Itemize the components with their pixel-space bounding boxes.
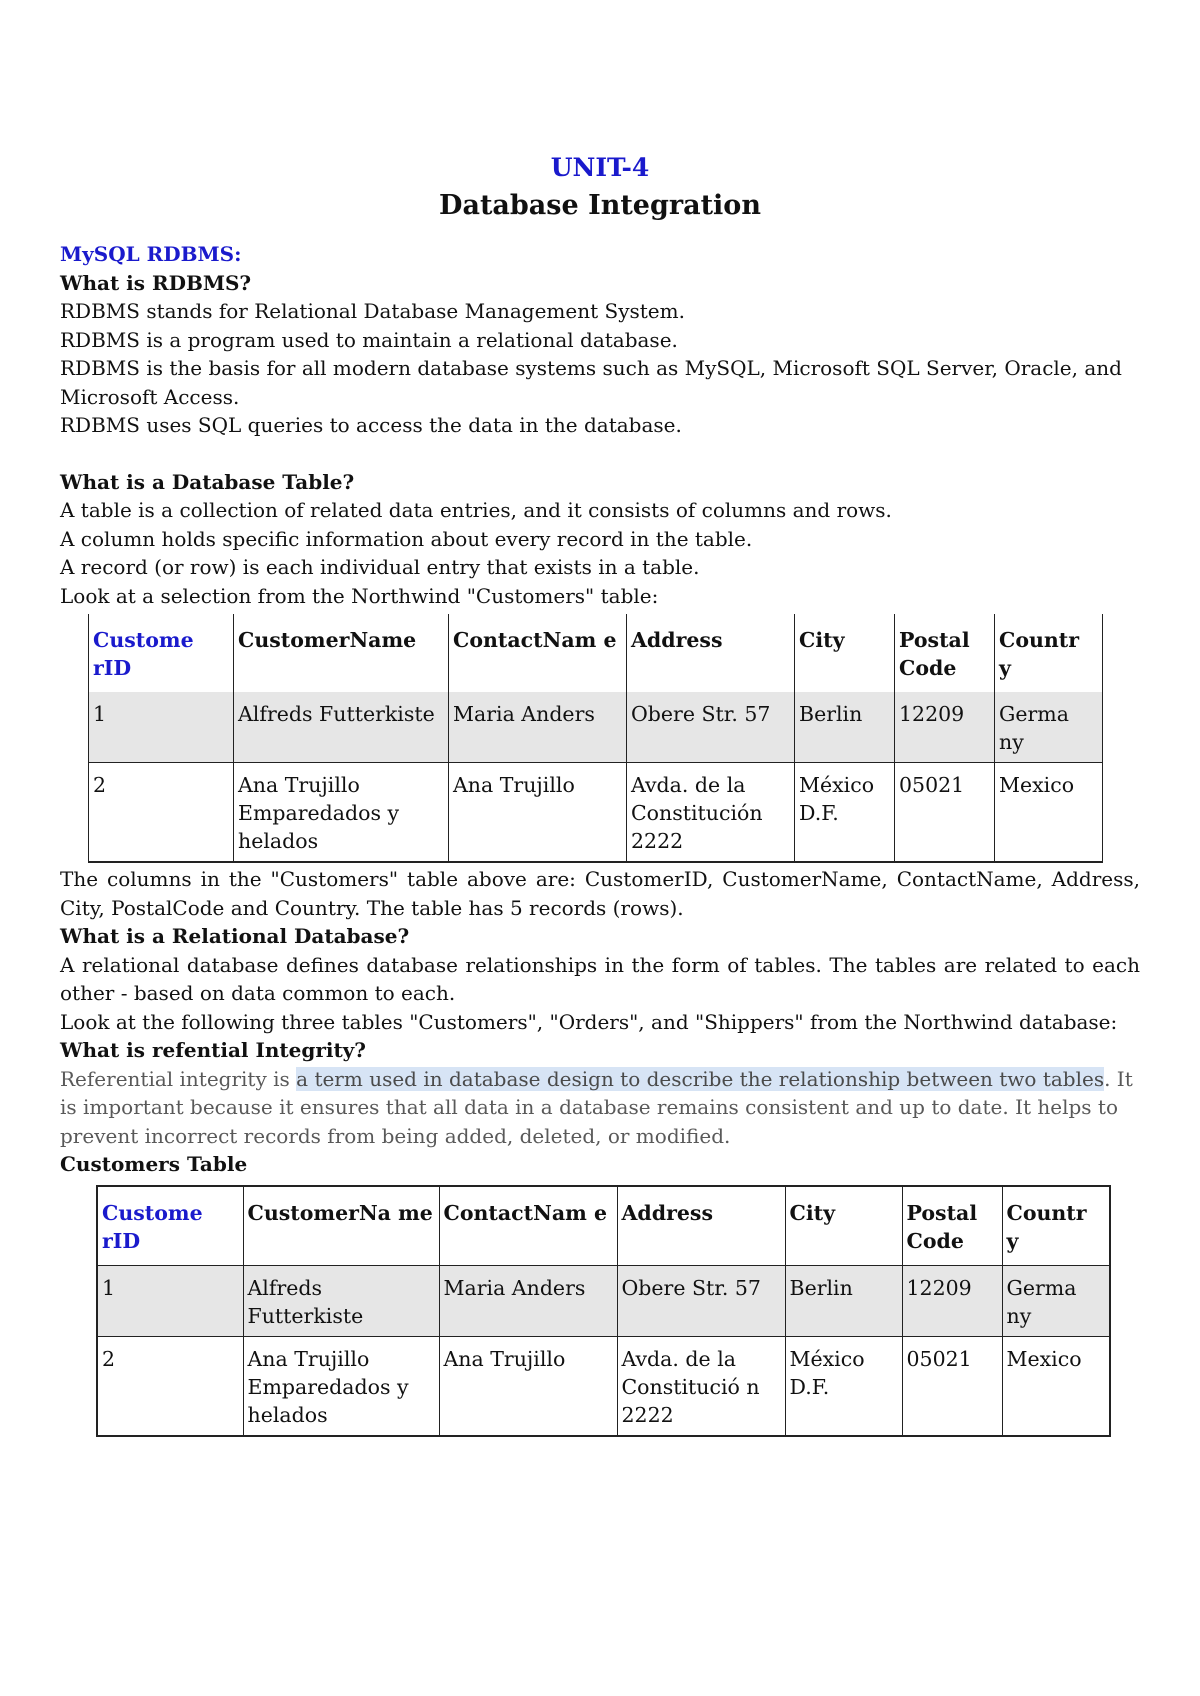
- column-header: Address: [617, 1186, 785, 1266]
- rdbms-line: RDBMS is a program used to maintain a relational database.: [60, 327, 678, 352]
- table-cell: Mexico: [1002, 1336, 1110, 1436]
- table-line: Look at a selection from the Northwind "Customers" table:: [60, 583, 659, 608]
- section-title-mysql: MySQL RDBMS:: [60, 242, 242, 266]
- columns-description: The columns in the "Customers" table above are: CustomerID, CustomerName, ContactName, Address, City, PostalCode and Country. The table has 5 records (rows).: [60, 867, 1140, 920]
- table-cell: Germa ny: [1002, 1265, 1110, 1336]
- column-header: Custome rID: [89, 614, 234, 692]
- table-cell: Avda. de la Constitución 2222: [627, 763, 795, 863]
- table-cell: 2: [89, 763, 234, 863]
- customers-table-1: [88, 614, 1103, 863]
- relational-paragraph: A relational database defines database relationships in the form of tables. The tables are related to each other - based on data common to each.: [60, 952, 1140, 1005]
- column-header: Postal Code: [902, 1186, 1002, 1266]
- column-header: ContactNam e: [439, 1186, 617, 1266]
- table-header-row: [97, 1186, 1110, 1266]
- table-cell: Ana Trujillo: [449, 763, 627, 863]
- customers-table-2: [96, 1185, 1111, 1437]
- page-title: Database Integration: [439, 190, 761, 221]
- question-rdbms: What is RDBMS?: [60, 270, 252, 295]
- table-header-row: [89, 614, 1103, 692]
- table-cell: 12209: [902, 1265, 1002, 1336]
- integrity-highlight: a term used in database design to describe the relationship between two tables: [296, 1066, 1105, 1091]
- table-row: [89, 763, 1103, 863]
- customers-table-title: Customers Table: [60, 1152, 248, 1176]
- table-cell: 1: [97, 1265, 243, 1336]
- column-header: Address: [627, 614, 795, 692]
- column-header: Countr y: [1002, 1186, 1110, 1266]
- table-cell: Ana Trujillo: [439, 1336, 617, 1436]
- integrity-paragraph: [60, 1065, 1140, 1151]
- table-cell: 05021: [902, 1336, 1002, 1436]
- table-cell: Berlin: [795, 692, 895, 763]
- table-cell: Mexico: [995, 763, 1103, 863]
- document-page: [60, 150, 1140, 1437]
- rdbms-line: RDBMS is the basis for all modern database systems such as MySQL, Microsoft SQL Server, Oracle, and Microsoft Access.: [60, 356, 1122, 409]
- integrity-rest: . It is important because it ensures that all data in a database remains consistent and up to date. It helps to prevent incorrect records from being added, deleted, or modified.: [60, 1066, 1133, 1148]
- column-header: CustomerNa me: [243, 1186, 439, 1266]
- table-cell: Alfreds Futterkiste: [243, 1265, 439, 1336]
- table-cell: Berlin: [785, 1265, 902, 1336]
- table-row: [89, 692, 1103, 763]
- table-cell: 1: [89, 692, 234, 763]
- table-cell: 12209: [895, 692, 995, 763]
- table-cell: Ana Trujillo Emparedados y helados: [234, 763, 449, 863]
- column-header: CustomerName: [234, 614, 449, 692]
- table-cell: Ana Trujillo Emparedados y helados: [243, 1336, 439, 1436]
- table-line: A column holds specific information about every record in the table.: [60, 526, 753, 551]
- table-cell: México D.F.: [785, 1336, 902, 1436]
- table-cell: Obere Str. 57: [617, 1265, 785, 1336]
- question-referential-integrity: What is refential Integrity?: [60, 1038, 367, 1062]
- column-header: Custome rID: [97, 1186, 243, 1266]
- table-cell: Germa ny: [995, 692, 1103, 763]
- rdbms-line: RDBMS uses SQL queries to access the data in the database.: [60, 413, 682, 437]
- integrity-lead: Referential integrity is: [60, 1066, 297, 1091]
- question-database-table: What is a Database Table?: [60, 469, 355, 494]
- table-cell: México D.F.: [795, 763, 895, 863]
- rdbms-line: RDBMS stands for Relational Database Management System.: [60, 299, 685, 323]
- table-cell: Alfreds Futterkiste: [234, 692, 449, 763]
- table-row: [97, 1265, 1110, 1336]
- table-cell: Obere Str. 57: [627, 692, 795, 763]
- table-cell: Maria Anders: [439, 1265, 617, 1336]
- question-relational-database: What is a Relational Database?: [60, 924, 410, 948]
- table-row: [97, 1336, 1110, 1436]
- relational-paragraph: Look at the following three tables "Customers", "Orders", and "Shippers" from the Northwind database:: [60, 1009, 1118, 1034]
- column-header: City: [785, 1186, 902, 1266]
- column-header: ContactNam e: [449, 614, 627, 692]
- table-cell: 2: [97, 1336, 243, 1436]
- table-cell: 05021: [895, 763, 995, 863]
- column-header: City: [795, 614, 895, 692]
- table-line: A record (or row) is each individual entry that exists in a table.: [60, 555, 700, 579]
- column-header: Postal Code: [895, 614, 995, 692]
- unit-heading: UNIT-4: [550, 153, 650, 182]
- table-cell: Avda. de la Constitució n 2222: [617, 1336, 785, 1436]
- table-cell: Maria Anders: [449, 692, 627, 763]
- column-header: Countr y: [995, 614, 1103, 692]
- table-line: A table is a collection of related data entries, and it consists of columns and rows.: [60, 498, 892, 522]
